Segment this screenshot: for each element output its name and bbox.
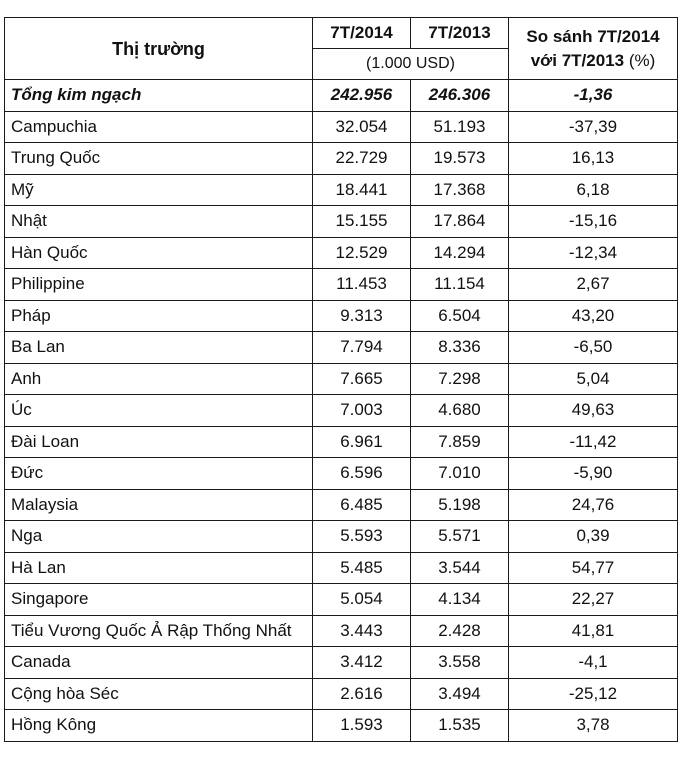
value-2013-cell: 2.428 [411, 615, 509, 647]
unit-label: (1.000 USD) [313, 49, 509, 80]
table-row [5, 426, 678, 458]
market-column-header: Thị trường [5, 18, 313, 80]
value-2014-cell: 1.593 [313, 710, 411, 742]
table-row [5, 521, 678, 553]
table-row [5, 237, 678, 269]
table-row [5, 584, 678, 616]
change-percent-cell: -15,16 [509, 206, 678, 238]
comparison-column-header [509, 18, 678, 80]
value-2013-cell: 7.010 [411, 458, 509, 490]
table-row [5, 363, 678, 395]
table-row [5, 678, 678, 710]
table-body [5, 80, 678, 742]
value-2013-cell: 14.294 [411, 237, 509, 269]
market-name-cell: Đài Loan [5, 426, 313, 458]
value-2013-cell: 17.368 [411, 174, 509, 206]
change-percent-cell: -25,12 [509, 678, 678, 710]
market-name-cell: Philippine [5, 269, 313, 301]
table-row [5, 552, 678, 584]
value-2013-cell: 4.134 [411, 584, 509, 616]
table-row [5, 710, 678, 742]
comparison-header-line1: So sánh 7T/2014 [526, 26, 660, 46]
change-percent-cell: 43,20 [509, 300, 678, 332]
market-name-cell: Trung Quốc [5, 143, 313, 175]
table-row [5, 174, 678, 206]
value-2013-cell: 8.336 [411, 332, 509, 364]
change-percent-cell: 16,13 [509, 143, 678, 175]
value-2013-cell: 51.193 [411, 111, 509, 143]
change-percent-cell: 22,27 [509, 584, 678, 616]
value-2013-cell: 3.558 [411, 647, 509, 679]
value-2013-cell: 17.864 [411, 206, 509, 238]
value-2014-cell: 18.441 [313, 174, 411, 206]
table-row [5, 269, 678, 301]
table-row [5, 300, 678, 332]
change-percent-cell: 49,63 [509, 395, 678, 427]
market-name-cell: Singapore [5, 584, 313, 616]
value-2014-cell: 6.485 [313, 489, 411, 521]
table-row [5, 458, 678, 490]
year-2014-column-header: 7T/2014 [313, 18, 411, 49]
market-name-cell: Nga [5, 521, 313, 553]
value-2014-cell: 6.961 [313, 426, 411, 458]
market-name-cell: Nhật [5, 206, 313, 238]
market-name-cell: Malaysia [5, 489, 313, 521]
value-2014-cell: 5.054 [313, 584, 411, 616]
market-name-cell: Mỹ [5, 174, 313, 206]
value-2013-cell: 6.504 [411, 300, 509, 332]
value-2013-cell: 11.154 [411, 269, 509, 301]
market-name-cell: Tiểu Vương Quốc Ả Rập Thống Nhất [5, 615, 313, 647]
table-header-row [5, 18, 678, 49]
value-2014-cell: 7.794 [313, 332, 411, 364]
value-2013-cell: 4.680 [411, 395, 509, 427]
change-percent-cell: 2,67 [509, 269, 678, 301]
table-row [5, 206, 678, 238]
value-2014-cell: 5.593 [313, 521, 411, 553]
value-2014-cell: 9.313 [313, 300, 411, 332]
total-row [5, 80, 678, 112]
total-change-value: -1,36 [509, 80, 678, 112]
change-percent-cell: 24,76 [509, 489, 678, 521]
year-2013-column-header: 7T/2013 [411, 18, 509, 49]
change-percent-cell: -11,42 [509, 426, 678, 458]
table-row [5, 647, 678, 679]
total-2013-value: 246.306 [411, 80, 509, 112]
market-name-cell: Anh [5, 363, 313, 395]
value-2014-cell: 32.054 [313, 111, 411, 143]
value-2013-cell: 5.198 [411, 489, 509, 521]
change-percent-cell: -37,39 [509, 111, 678, 143]
change-percent-cell: 41,81 [509, 615, 678, 647]
table-row [5, 489, 678, 521]
value-2014-cell: 5.485 [313, 552, 411, 584]
value-2013-cell: 7.859 [411, 426, 509, 458]
change-percent-cell: 54,77 [509, 552, 678, 584]
table-row [5, 332, 678, 364]
value-2013-cell: 19.573 [411, 143, 509, 175]
change-percent-cell: 5,04 [509, 363, 678, 395]
market-name-cell: Pháp [5, 300, 313, 332]
value-2014-cell: 7.665 [313, 363, 411, 395]
value-2013-cell: 1.535 [411, 710, 509, 742]
value-2014-cell: 2.616 [313, 678, 411, 710]
market-name-cell: Hồng Kông [5, 710, 313, 742]
table-row [5, 395, 678, 427]
market-name-cell: Úc [5, 395, 313, 427]
market-name-cell: Campuchia [5, 111, 313, 143]
market-name-cell: Hàn Quốc [5, 237, 313, 269]
total-2014-value: 242.956 [313, 80, 411, 112]
table-row [5, 615, 678, 647]
change-percent-cell: 3,78 [509, 710, 678, 742]
table-row [5, 143, 678, 175]
value-2014-cell: 3.443 [313, 615, 411, 647]
export-market-table [4, 17, 678, 742]
value-2014-cell: 12.529 [313, 237, 411, 269]
table-row [5, 111, 678, 143]
value-2013-cell: 7.298 [411, 363, 509, 395]
value-2014-cell: 6.596 [313, 458, 411, 490]
value-2013-cell: 3.494 [411, 678, 509, 710]
change-percent-cell: -4,1 [509, 647, 678, 679]
market-name-cell: Cộng hòa Séc [5, 678, 313, 710]
total-label: Tổng kim ngạch [5, 80, 313, 112]
market-name-cell: Hà Lan [5, 552, 313, 584]
value-2014-cell: 3.412 [313, 647, 411, 679]
market-name-cell: Canada [5, 647, 313, 679]
comparison-unit: (%) [628, 50, 656, 70]
change-percent-cell: -6,50 [509, 332, 678, 364]
value-2013-cell: 3.544 [411, 552, 509, 584]
value-2014-cell: 15.155 [313, 206, 411, 238]
value-2014-cell: 7.003 [313, 395, 411, 427]
change-percent-cell: -5,90 [509, 458, 678, 490]
market-name-cell: Ba Lan [5, 332, 313, 364]
value-2013-cell: 5.571 [411, 521, 509, 553]
value-2014-cell: 22.729 [313, 143, 411, 175]
change-percent-cell: 6,18 [509, 174, 678, 206]
comparison-header-line2: với 7T/2013 [530, 50, 625, 70]
value-2014-cell: 11.453 [313, 269, 411, 301]
change-percent-cell: 0,39 [509, 521, 678, 553]
market-name-cell: Đức [5, 458, 313, 490]
change-percent-cell: -12,34 [509, 237, 678, 269]
